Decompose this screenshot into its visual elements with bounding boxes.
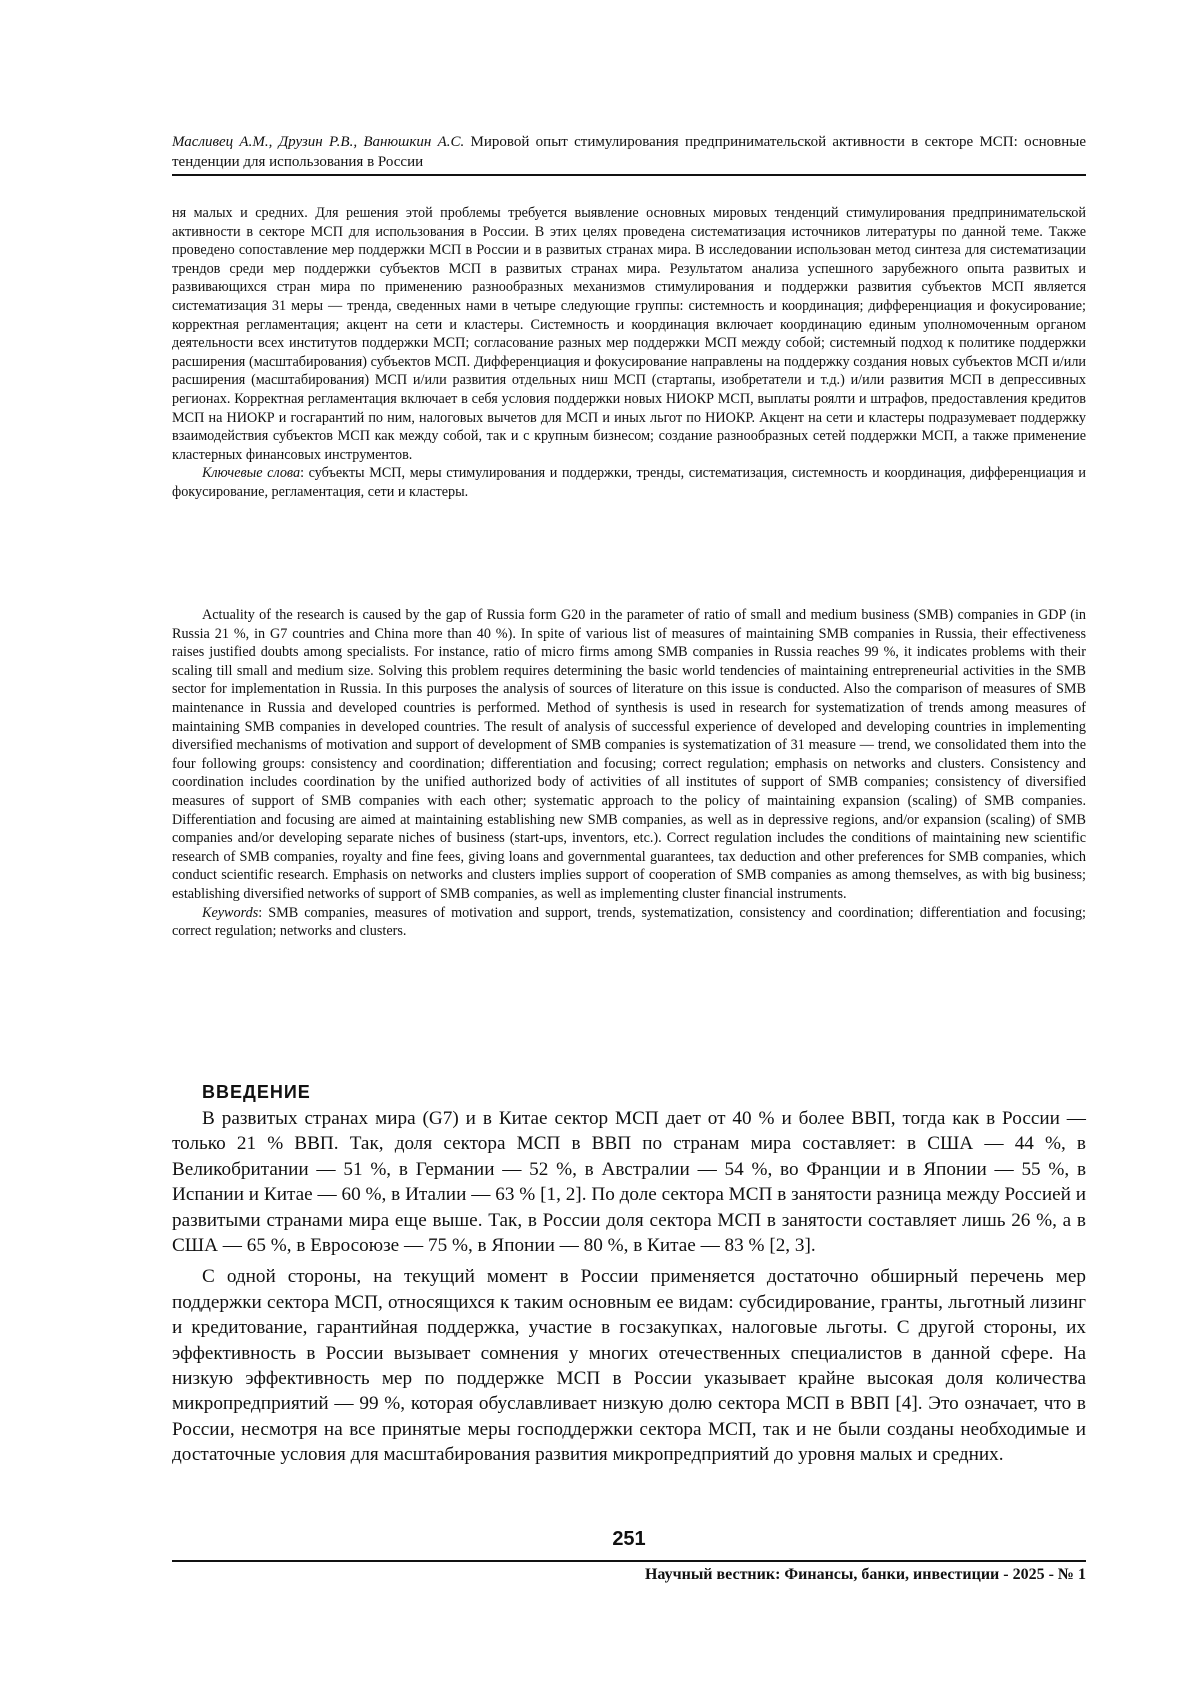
keywords-ru: : субъекты МСП, меры стимулирования и поддержки, тренды, систематизация, системность и координация, дифференциация и фокусирование, регламентация, сети и кластеры. bbox=[172, 465, 1086, 500]
abstract-ru-keywords bbox=[172, 464, 1086, 501]
keywords-en: : SMB companies, measures of motivation and support, trends, systematization, consistency and coordination; differentiation and focusing; correct regulation; networks and clusters. bbox=[172, 904, 1086, 940]
abstract-english bbox=[172, 606, 1086, 941]
header-title: Мировой опыт стимулирования предпринимательской активности в секторе МСП: основные тенденции для использования в России bbox=[172, 134, 1086, 170]
running-header bbox=[172, 132, 1086, 176]
keywords-label-ru: Ключевые слова bbox=[202, 465, 301, 482]
keywords-label-en: Keywords bbox=[202, 904, 259, 921]
abstract-en-text: Actuality of the research is caused by the gap of Russia form G20 in the parameter of ratio of small and medium business (SMB) companies in GDP (in Russia 21 %, in G7 countries and China more than 40 %). In spite of various list of measures of maintaining SMB companies in Russia, their effectiveness raises justified doubts among specialists. For instance, ratio of micro firms among SMB companies in Russia reaches 99 %, it indicates problems with their scaling till small and medium size. Solving this problem requires determining the basic world tendencies of maintaining entrepreneurial activities in the SMB sector for implementation in Russia. In this purposes the analysis of sources of literature on this issue is conducted. Also the comparison of measures of SMB maintenance in Russia and developed countries is performed. Method of synthesis is used in research for systematization of trends among measures of maintaining SMB companies in developed countries. The result of analysis of successful experience of developed and developing countries in implementing diversified mechanisms of motivation and support of development of SMB companies is systematization of 31 measure — trend, we consolidated them into the four following groups: consistency and coordination; differentiation and focusing; correct regulation; emphasis on networks and clusters. Consistency and coordination includes coordination by the unified authorized body of activities of all institutes of support of SMB companies; consistency of diversified measures of support of SMB companies with each other; systematic approach to the policy of maintaining expansion (scaling) of SMB companies. Differentiation and focusing are aimed at maintaining establishing new SMB companies, as well as in depressive regions, and/or expansion (scaling) of SMB companies and/or developing separate niches of business (start-ups, inventors, etc.). Correct regulation includes the conditions of maintaining new scientific research of SMB companies, royalty and fine fees, giving loans and governmental guarantees, tax deduction and other preferences for SMB companies, which conduct scientific research. Emphasis on networks and clusters implies support of cooperation of SMB companies as among themselves, as with big business; establishing diversified networks of support of SMB companies, as well as implementing cluster financial instruments. bbox=[172, 607, 1086, 902]
footer-divider bbox=[172, 1560, 1086, 1562]
abstract-russian bbox=[172, 204, 1086, 502]
journal-page bbox=[172, 0, 1086, 1697]
journal-footer: Научный вестник: Финансы, банки, инвестиции - 2025 - № 1 bbox=[644, 1566, 1086, 1583]
intro-paragraph-1: В развитых странах мира (G7) и в Китае сектор МСП дает от 40 % и более ВВП, тогда как в России — только 21 % ВВП. Так, доля сектора МСП в ВВП по странам мира составляет: в США — 44 %, в Великобритании — 51 %, в Германии — 52 %, в Австралии — 54 %, во Франции и в Японии — 55 %, в Испании и Китае — 60 %, в Италии — 63 % [1, 2]. По доле сектора МСП в занятости разница между Россией и развитыми странами мира еще выше. Так, в России доля сектора МСП в занятости составляет лишь 26 %, а в США — 65 %, в Евросоюзе — 75 %, в Японии — 80 %, в Китае — 83 % [2, 3]. bbox=[172, 1108, 1086, 1257]
page-number: 251 bbox=[612, 1528, 646, 1550]
header-authors: Масливец А.М., Друзин Р.В., Ванюшкин А.С. bbox=[172, 134, 465, 150]
intro-paragraph-2: С одной стороны, на текущий момент в России применяется достаточно обширный перечень мер поддержки сектора МСП, относящихся к таким основным ее видам: субсидирование, гранты, льготный лизинг и кредитование, гарантийная поддержка, участие в госзакупках, налоговые льготы. С другой стороны, их эффективность в России вызывает сомнения у многих отечественных специалистов в данной сфере. На низкую эффективность мер по поддержке МСП в России указывает крайне высокая доля количества микропредприятий — 99 %, которая обуславливает низкую долю сектора МСП в ВВП [4]. Это означает, что в России, несмотря на все принятые меры господдержки сектора МСП, так и не были созданы необходимые и достаточные условия для масштабирования развития микропредприятий до уровня малых и средних. bbox=[172, 1266, 1086, 1466]
abstract-ru-text: ня малых и средних. Для решения этой проблемы требуется выявление основных мировых тенденций стимулирования предпринимательской активности в секторе МСП для использования в России. В этих целях проведена систематизация источников литературы по данной теме. Также проведено сопоставление мер поддержки МСП в России и в развитых странах мира. В исследовании использован метод синтеза для систематизации трендов среди мер поддержки субъектов МСП в развитых странах мира. Результатом анализа успешного зарубежного опыта развитых и развивающихся стран мира по применению разнообразных механизмов стимулирования и поддержки развития субъектов МСП является систематизация 31 меры — тренда, сведенных нами в четыре следующие группы: системность и координация; дифференциация и фокусирование; корректная регламентация; акцент на сети и кластеры. Системность и координация включает координацию единым уполномоченным органом деятельности всех институтов поддержки МСП; согласование разных мер поддержки МСП между собой; системный подход к политике поддержки расширения (масштабирования) субъектов МСП. Дифференциация и фокусирование направлены на поддержку создания новых субъектов МСП и/или расширения (масштабирования) МСП и/или развития отдельных ниш МСП (стартапы, изобретатели и т.д.) и/или развития МСП в депрессивных регионах. Корректная регламентация включает в себя условия поддержки новых НИОКР МСП, выплаты роялти и штрафов, предоставления кредитов МСП на НИОКР и госгарантий по ним, налоговых вычетов для МСП и иных льгот по НИОКР. Акцент на сети и кластеры подразумевает поддержку взаимодействия субъектов МСП как между собой, так и с крупным бизнесом; создание разнообразных сетей поддержки МСП, а также применение кластерных финансовых инструментов. bbox=[172, 205, 1086, 463]
abstract-en-keywords bbox=[172, 904, 1086, 941]
introduction-section bbox=[172, 1080, 1086, 1474]
section-heading: ВВЕДЕНИЕ bbox=[202, 1082, 311, 1102]
